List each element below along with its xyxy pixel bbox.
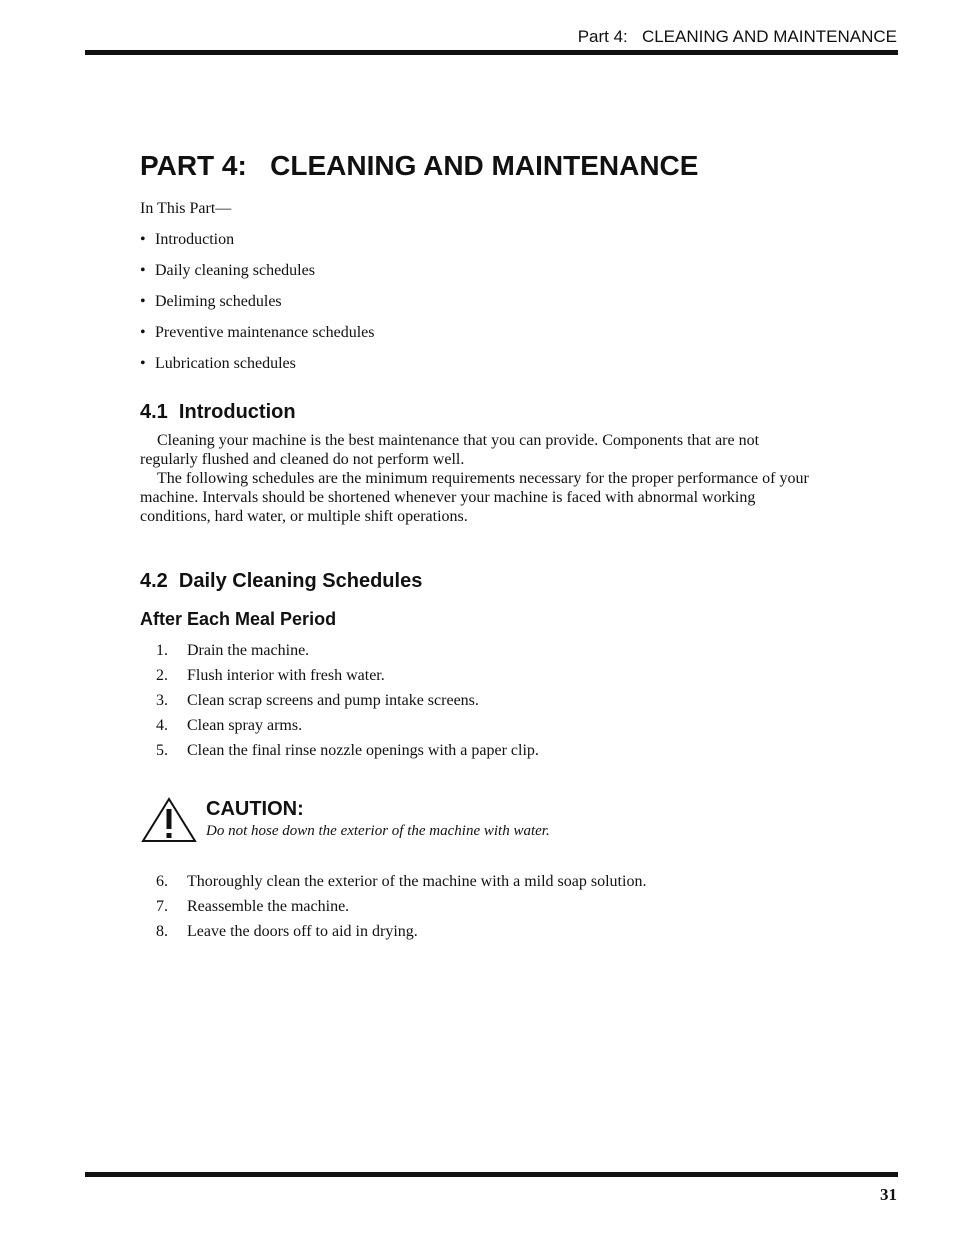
list-item: 8. Leave the doors off to aid in drying. (156, 923, 418, 940)
caution-box (140, 796, 820, 846)
warning-triangle-icon (140, 796, 198, 844)
footer-rule (85, 1172, 898, 1177)
caution-title: CAUTION: (206, 798, 304, 820)
intro-paragraph-1: Cleaning your machine is the best maintenance that you can provide. Components that are not regularly flushed and cleaned do not perform well. (140, 432, 760, 468)
header-rule (85, 50, 898, 55)
running-header: Part 4: CLEANING AND MAINTENANCE (577, 27, 897, 46)
list-item: • Lubrication schedules (140, 355, 296, 372)
list-item: 4. Clean spray arms. (156, 717, 303, 734)
caution-text: Do not hose down the exterior of the machine with water. (206, 823, 550, 839)
list-item: 1. Drain the machine. (156, 642, 310, 659)
subheading-after-each-meal: After Each Meal Period (140, 609, 337, 629)
list-item: 2. Flush interior with fresh water. (156, 667, 385, 684)
list-item: 3. Clean scrap screens and pump intake screens. (156, 692, 479, 709)
section-heading-introduction: 4.1 Introduction (140, 401, 296, 423)
list-item: 6. Thoroughly clean the exterior of the machine with a mild soap solution. (156, 873, 647, 890)
list-item: • Introduction (140, 231, 235, 248)
list-item: 5. Clean the final rinse nozzle openings with a paper clip. (156, 742, 539, 759)
page-number: 31 (880, 1185, 897, 1204)
list-item: • Daily cleaning schedules (140, 262, 315, 279)
page-title: PART 4: CLEANING AND MAINTENANCE (140, 150, 699, 181)
list-item: • Preventive maintenance schedules (140, 324, 375, 341)
intro-paragraph-2: The following schedules are the minimum requirements necessary for the proper performance of your machine. Intervals should be shortened whenever your machine is faced with abnormal working conditions, hard water, or multiple shift operations. (140, 470, 809, 525)
list-item: 7. Reassemble the machine. (156, 898, 350, 915)
in-this-part-label: In This Part— (140, 200, 232, 217)
section-heading-daily-cleaning: 4.2 Daily Cleaning Schedules (140, 570, 423, 592)
list-item: • Deliming schedules (140, 293, 282, 310)
